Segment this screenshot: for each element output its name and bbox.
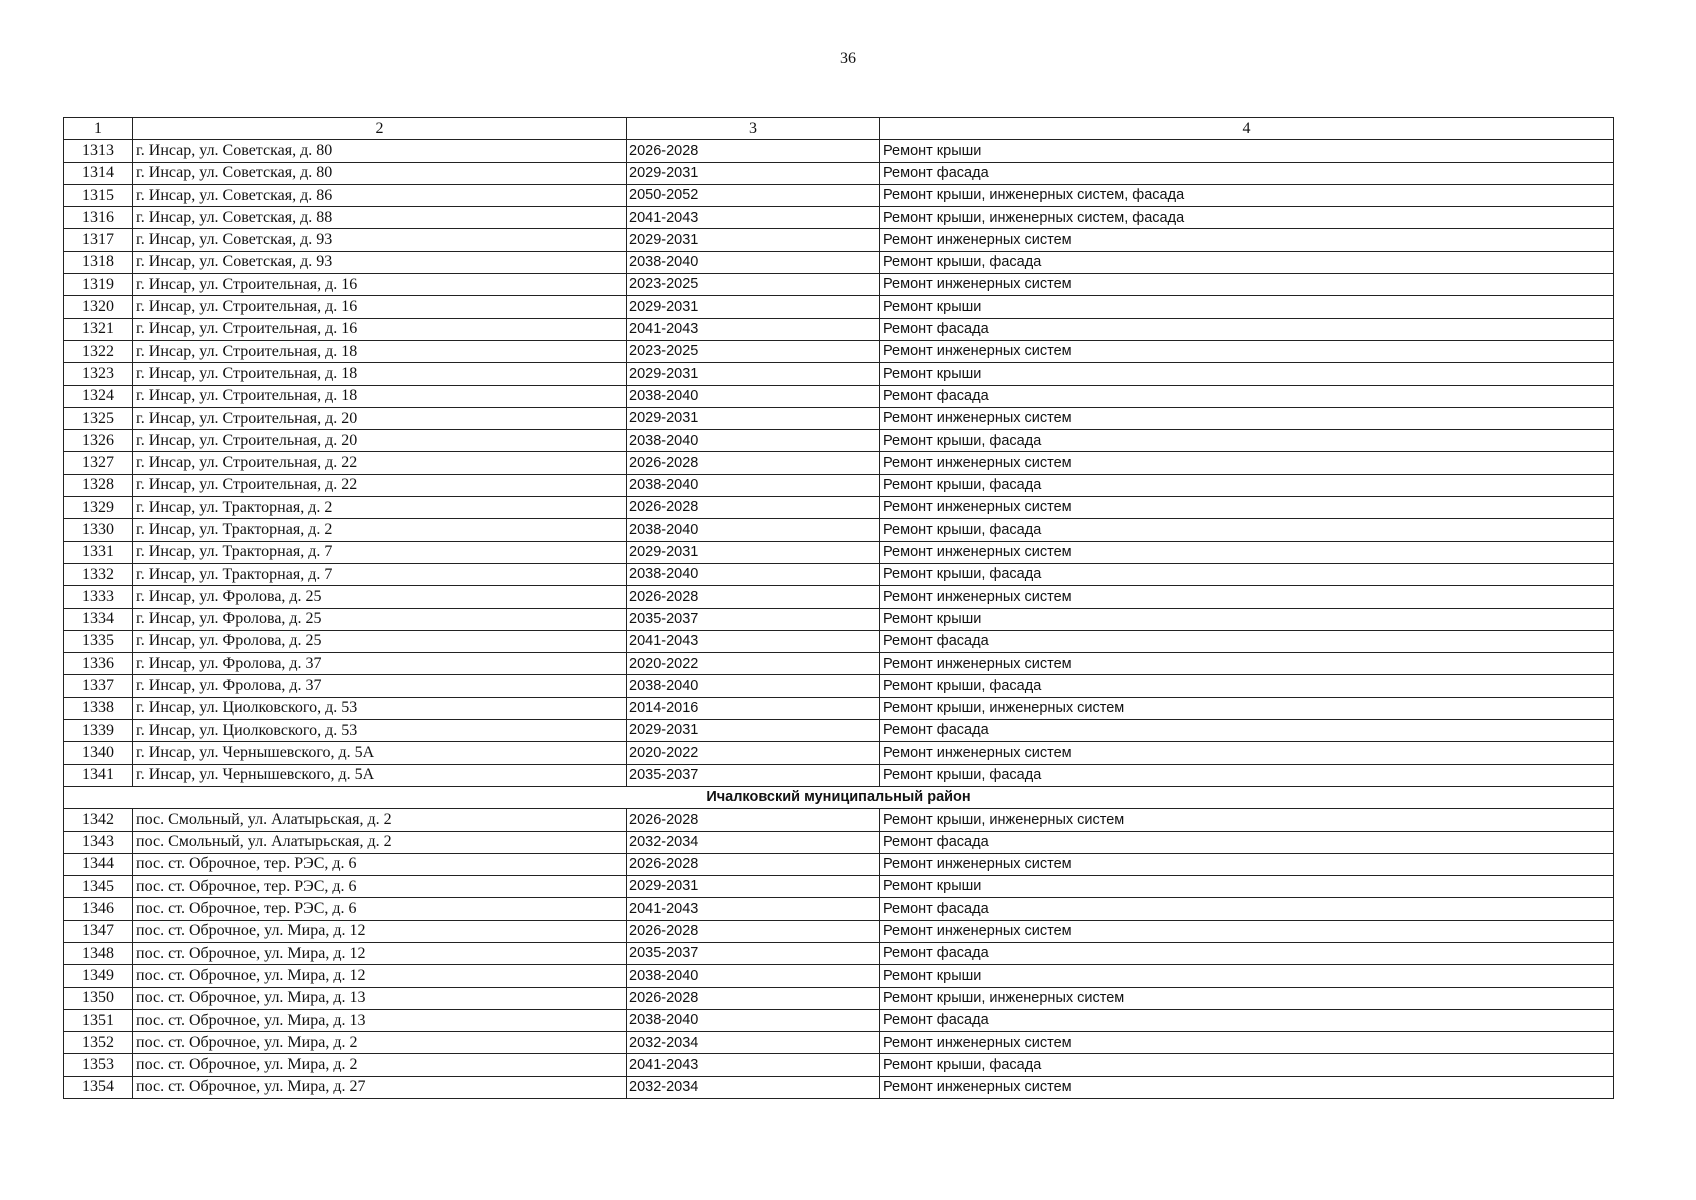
- row-number-cell: 1330: [64, 519, 133, 541]
- work-type-cell: Ремонт крыши, фасада: [880, 563, 1614, 585]
- page-number: 36: [840, 50, 856, 67]
- work-type-cell: Ремонт крыши: [880, 876, 1614, 898]
- row-number-cell: 1342: [64, 809, 133, 831]
- address-cell: г. Инсар, ул. Чернышевского, д. 5А: [133, 742, 627, 764]
- table-row: [64, 1054, 1614, 1076]
- period-cell: 2020-2022: [627, 742, 880, 764]
- work-type-cell: Ремонт фасада: [880, 898, 1614, 920]
- table-row: [64, 920, 1614, 942]
- work-type-cell: Ремонт инженерных систем: [880, 1076, 1614, 1098]
- address-cell: г. Инсар, ул. Строительная, д. 16: [133, 318, 627, 340]
- table-row: [64, 140, 1614, 162]
- period-cell: 2038-2040: [627, 965, 880, 987]
- row-number-cell: 1315: [64, 184, 133, 206]
- row-number-cell: 1314: [64, 162, 133, 184]
- period-cell: 2029-2031: [627, 363, 880, 385]
- work-type-cell: Ремонт инженерных систем: [880, 452, 1614, 474]
- table-row: [64, 987, 1614, 1009]
- table-row: [64, 541, 1614, 563]
- period-cell: 2026-2028: [627, 497, 880, 519]
- period-cell: 2038-2040: [627, 251, 880, 273]
- row-number-cell: 1336: [64, 653, 133, 675]
- row-number-cell: 1329: [64, 497, 133, 519]
- work-type-cell: Ремонт инженерных систем: [880, 853, 1614, 875]
- table-row: [64, 162, 1614, 184]
- table-row: [64, 965, 1614, 987]
- work-type-cell: Ремонт инженерных систем: [880, 586, 1614, 608]
- work-type-cell: Ремонт инженерных систем: [880, 407, 1614, 429]
- table-row: [64, 407, 1614, 429]
- address-cell: г. Инсар, ул. Советская, д. 93: [133, 251, 627, 273]
- period-cell: 2029-2031: [627, 296, 880, 318]
- address-cell: г. Инсар, ул. Строительная, д. 18: [133, 340, 627, 362]
- row-number-cell: 1337: [64, 675, 133, 697]
- period-cell: 2038-2040: [627, 474, 880, 496]
- table-row: [64, 630, 1614, 652]
- row-number-cell: 1313: [64, 140, 133, 162]
- period-cell: 2032-2034: [627, 831, 880, 853]
- work-type-cell: Ремонт фасада: [880, 162, 1614, 184]
- work-type-cell: Ремонт фасада: [880, 1009, 1614, 1031]
- work-type-cell: Ремонт инженерных систем: [880, 920, 1614, 942]
- work-type-cell: Ремонт инженерных систем: [880, 1032, 1614, 1054]
- table-header: [64, 118, 1614, 140]
- address-cell: пос. ст. Оброчное, ул. Мира, д. 12: [133, 942, 627, 964]
- work-type-cell: Ремонт крыши: [880, 608, 1614, 630]
- address-cell: г. Инсар, ул. Советская, д. 86: [133, 184, 627, 206]
- table-row: [64, 1076, 1614, 1098]
- table-row: [64, 720, 1614, 742]
- address-cell: г. Инсар, ул. Строительная, д. 22: [133, 474, 627, 496]
- work-type-cell: Ремонт фасада: [880, 385, 1614, 407]
- row-number-cell: 1339: [64, 720, 133, 742]
- address-cell: г. Инсар, ул. Циолковского, д. 53: [133, 697, 627, 719]
- row-number-cell: 1341: [64, 764, 133, 786]
- row-number-cell: 1343: [64, 831, 133, 853]
- column-header-2: 2: [133, 118, 627, 140]
- row-number-cell: 1333: [64, 586, 133, 608]
- table-row: [64, 251, 1614, 273]
- table-row: [64, 229, 1614, 251]
- address-cell: г. Инсар, ул. Советская, д. 93: [133, 229, 627, 251]
- address-cell: пос. ст. Оброчное, ул. Мира, д. 13: [133, 1009, 627, 1031]
- period-cell: 2029-2031: [627, 229, 880, 251]
- period-cell: 2038-2040: [627, 385, 880, 407]
- table-row: [64, 608, 1614, 630]
- table-row: [64, 452, 1614, 474]
- address-cell: г. Инсар, ул. Фролова, д. 25: [133, 630, 627, 652]
- table-row: [64, 898, 1614, 920]
- table-row: [64, 586, 1614, 608]
- table-row: [64, 340, 1614, 362]
- repair-schedule-table: [63, 117, 1614, 1099]
- address-cell: г. Инсар, ул. Чернышевского, д. 5А: [133, 764, 627, 786]
- period-cell: 2029-2031: [627, 876, 880, 898]
- table-row: [64, 296, 1614, 318]
- row-number-cell: 1349: [64, 965, 133, 987]
- row-number-cell: 1338: [64, 697, 133, 719]
- row-number-cell: 1347: [64, 920, 133, 942]
- period-cell: 2038-2040: [627, 1009, 880, 1031]
- work-type-cell: Ремонт инженерных систем: [880, 274, 1614, 296]
- period-cell: 2029-2031: [627, 407, 880, 429]
- row-number-cell: 1334: [64, 608, 133, 630]
- row-number-cell: 1316: [64, 207, 133, 229]
- work-type-cell: Ремонт крыши: [880, 296, 1614, 318]
- period-cell: 2026-2028: [627, 586, 880, 608]
- row-number-cell: 1354: [64, 1076, 133, 1098]
- work-type-cell: Ремонт крыши: [880, 363, 1614, 385]
- period-cell: 2050-2052: [627, 184, 880, 206]
- period-cell: 2035-2037: [627, 608, 880, 630]
- period-cell: 2026-2028: [627, 452, 880, 474]
- table-row: [64, 519, 1614, 541]
- work-type-cell: Ремонт крыши, инженерных систем, фасада: [880, 184, 1614, 206]
- table-row: [64, 563, 1614, 585]
- address-cell: г. Инсар, ул. Советская, д. 80: [133, 140, 627, 162]
- address-cell: г. Инсар, ул. Советская, д. 80: [133, 162, 627, 184]
- row-number-cell: 1319: [64, 274, 133, 296]
- row-number-cell: 1331: [64, 541, 133, 563]
- table-row: [64, 876, 1614, 898]
- row-number-cell: 1344: [64, 853, 133, 875]
- work-type-cell: Ремонт фасада: [880, 831, 1614, 853]
- row-number-cell: 1351: [64, 1009, 133, 1031]
- row-number-cell: 1345: [64, 876, 133, 898]
- table-row: [64, 653, 1614, 675]
- row-number-cell: 1348: [64, 942, 133, 964]
- row-number-cell: 1325: [64, 407, 133, 429]
- table-row: [64, 831, 1614, 853]
- address-cell: г. Инсар, ул. Строительная, д. 20: [133, 407, 627, 429]
- table-body: [64, 140, 1614, 1099]
- work-type-cell: Ремонт фасада: [880, 318, 1614, 340]
- period-cell: 2038-2040: [627, 563, 880, 585]
- table-row: [64, 385, 1614, 407]
- table-row: [64, 1032, 1614, 1054]
- row-number-cell: 1353: [64, 1054, 133, 1076]
- address-cell: г. Инсар, ул. Фролова, д. 37: [133, 653, 627, 675]
- row-number-cell: 1318: [64, 251, 133, 273]
- period-cell: 2038-2040: [627, 519, 880, 541]
- address-cell: г. Инсар, ул. Фролова, д. 25: [133, 608, 627, 630]
- table-row: [64, 853, 1614, 875]
- period-cell: 2029-2031: [627, 720, 880, 742]
- header-row: [64, 118, 1614, 140]
- row-number-cell: 1352: [64, 1032, 133, 1054]
- period-cell: 2032-2034: [627, 1032, 880, 1054]
- table-row: [64, 1009, 1614, 1031]
- address-cell: пос. Смольный, ул. Алатырьская, д. 2: [133, 809, 627, 831]
- address-cell: г. Инсар, ул. Тракторная, д. 7: [133, 563, 627, 585]
- address-cell: пос. ст. Оброчное, ул. Мира, д. 27: [133, 1076, 627, 1098]
- table-row: [64, 274, 1614, 296]
- period-cell: 2041-2043: [627, 630, 880, 652]
- section-title: Ичалковский муниципальный район: [64, 786, 1614, 808]
- address-cell: пос. ст. Оброчное, ул. Мира, д. 12: [133, 920, 627, 942]
- period-cell: 2032-2034: [627, 1076, 880, 1098]
- period-cell: 2026-2028: [627, 809, 880, 831]
- work-type-cell: Ремонт инженерных систем: [880, 742, 1614, 764]
- period-cell: 2023-2025: [627, 340, 880, 362]
- column-header-3: 3: [627, 118, 880, 140]
- work-type-cell: Ремонт инженерных систем: [880, 653, 1614, 675]
- column-header-4: 4: [880, 118, 1614, 140]
- period-cell: 2029-2031: [627, 541, 880, 563]
- period-cell: 2038-2040: [627, 675, 880, 697]
- address-cell: г. Инсар, ул. Строительная, д. 16: [133, 296, 627, 318]
- address-cell: г. Инсар, ул. Строительная, д. 18: [133, 363, 627, 385]
- work-type-cell: Ремонт фасада: [880, 630, 1614, 652]
- work-type-cell: Ремонт крыши, инженерных систем: [880, 987, 1614, 1009]
- work-type-cell: Ремонт инженерных систем: [880, 541, 1614, 563]
- address-cell: г. Инсар, ул. Строительная, д. 22: [133, 452, 627, 474]
- period-cell: 2014-2016: [627, 697, 880, 719]
- row-number-cell: 1335: [64, 630, 133, 652]
- row-number-cell: 1324: [64, 385, 133, 407]
- work-type-cell: Ремонт крыши: [880, 965, 1614, 987]
- period-cell: 2020-2022: [627, 653, 880, 675]
- work-type-cell: Ремонт крыши, инженерных систем: [880, 809, 1614, 831]
- work-type-cell: Ремонт крыши, фасада: [880, 675, 1614, 697]
- address-cell: г. Инсар, ул. Советская, д. 88: [133, 207, 627, 229]
- address-cell: пос. ст. Оброчное, ул. Мира, д. 2: [133, 1032, 627, 1054]
- address-cell: г. Инсар, ул. Фролова, д. 37: [133, 675, 627, 697]
- table-row: [64, 184, 1614, 206]
- address-cell: пос. ст. Оброчное, тер. РЭС, д. 6: [133, 853, 627, 875]
- row-number-cell: 1340: [64, 742, 133, 764]
- period-cell: 2041-2043: [627, 1054, 880, 1076]
- work-type-cell: Ремонт крыши, инженерных систем: [880, 697, 1614, 719]
- work-type-cell: Ремонт крыши, фасада: [880, 519, 1614, 541]
- row-number-cell: 1317: [64, 229, 133, 251]
- row-number-cell: 1327: [64, 452, 133, 474]
- period-cell: 2035-2037: [627, 942, 880, 964]
- table-row: [64, 363, 1614, 385]
- address-cell: г. Инсар, ул. Тракторная, д. 2: [133, 519, 627, 541]
- work-type-cell: Ремонт крыши, инженерных систем, фасада: [880, 207, 1614, 229]
- address-cell: г. Инсар, ул. Фролова, д. 25: [133, 586, 627, 608]
- table-row: [64, 318, 1614, 340]
- row-number-cell: 1322: [64, 340, 133, 362]
- address-cell: пос. Смольный, ул. Алатырьская, д. 2: [133, 831, 627, 853]
- work-type-cell: Ремонт крыши, фасада: [880, 251, 1614, 273]
- address-cell: пос. ст. Оброчное, тер. РЭС, д. 6: [133, 876, 627, 898]
- row-number-cell: 1350: [64, 987, 133, 1009]
- work-type-cell: Ремонт инженерных систем: [880, 229, 1614, 251]
- period-cell: 2026-2028: [627, 140, 880, 162]
- work-type-cell: Ремонт инженерных систем: [880, 340, 1614, 362]
- address-cell: пос. ст. Оброчное, ул. Мира, д. 13: [133, 987, 627, 1009]
- period-cell: 2035-2037: [627, 764, 880, 786]
- work-type-cell: Ремонт фасада: [880, 942, 1614, 964]
- table-row: [64, 497, 1614, 519]
- work-type-cell: Ремонт крыши, фасада: [880, 1054, 1614, 1076]
- address-cell: г. Инсар, ул. Тракторная, д. 2: [133, 497, 627, 519]
- work-type-cell: Ремонт фасада: [880, 720, 1614, 742]
- period-cell: 2029-2031: [627, 162, 880, 184]
- period-cell: 2026-2028: [627, 853, 880, 875]
- table-row: [64, 697, 1614, 719]
- table-row: [64, 742, 1614, 764]
- period-cell: 2041-2043: [627, 318, 880, 340]
- address-cell: г. Инсар, ул. Строительная, д. 20: [133, 430, 627, 452]
- period-cell: 2038-2040: [627, 430, 880, 452]
- work-type-cell: Ремонт крыши, фасада: [880, 430, 1614, 452]
- table-row: [64, 675, 1614, 697]
- table-row: [64, 809, 1614, 831]
- address-cell: г. Инсар, ул. Циолковского, д. 53: [133, 720, 627, 742]
- row-number-cell: 1320: [64, 296, 133, 318]
- period-cell: 2023-2025: [627, 274, 880, 296]
- work-type-cell: Ремонт инженерных систем: [880, 497, 1614, 519]
- address-cell: пос. ст. Оброчное, ул. Мира, д. 2: [133, 1054, 627, 1076]
- address-cell: г. Инсар, ул. Тракторная, д. 7: [133, 541, 627, 563]
- column-header-1: 1: [64, 118, 133, 140]
- work-type-cell: Ремонт крыши: [880, 140, 1614, 162]
- row-number-cell: 1326: [64, 430, 133, 452]
- section-row: [64, 786, 1614, 808]
- row-number-cell: 1321: [64, 318, 133, 340]
- table-row: [64, 764, 1614, 786]
- address-cell: г. Инсар, ул. Строительная, д. 18: [133, 385, 627, 407]
- table-row: [64, 474, 1614, 496]
- period-cell: 2026-2028: [627, 987, 880, 1009]
- row-number-cell: 1332: [64, 563, 133, 585]
- table-row: [64, 430, 1614, 452]
- work-type-cell: Ремонт крыши, фасада: [880, 764, 1614, 786]
- period-cell: 2041-2043: [627, 898, 880, 920]
- row-number-cell: 1328: [64, 474, 133, 496]
- address-cell: пос. ст. Оброчное, тер. РЭС, д. 6: [133, 898, 627, 920]
- row-number-cell: 1346: [64, 898, 133, 920]
- row-number-cell: 1323: [64, 363, 133, 385]
- address-cell: пос. ст. Оброчное, ул. Мира, д. 12: [133, 965, 627, 987]
- work-type-cell: Ремонт крыши, фасада: [880, 474, 1614, 496]
- table-row: [64, 207, 1614, 229]
- period-cell: 2041-2043: [627, 207, 880, 229]
- period-cell: 2026-2028: [627, 920, 880, 942]
- address-cell: г. Инсар, ул. Строительная, д. 16: [133, 274, 627, 296]
- table-row: [64, 942, 1614, 964]
